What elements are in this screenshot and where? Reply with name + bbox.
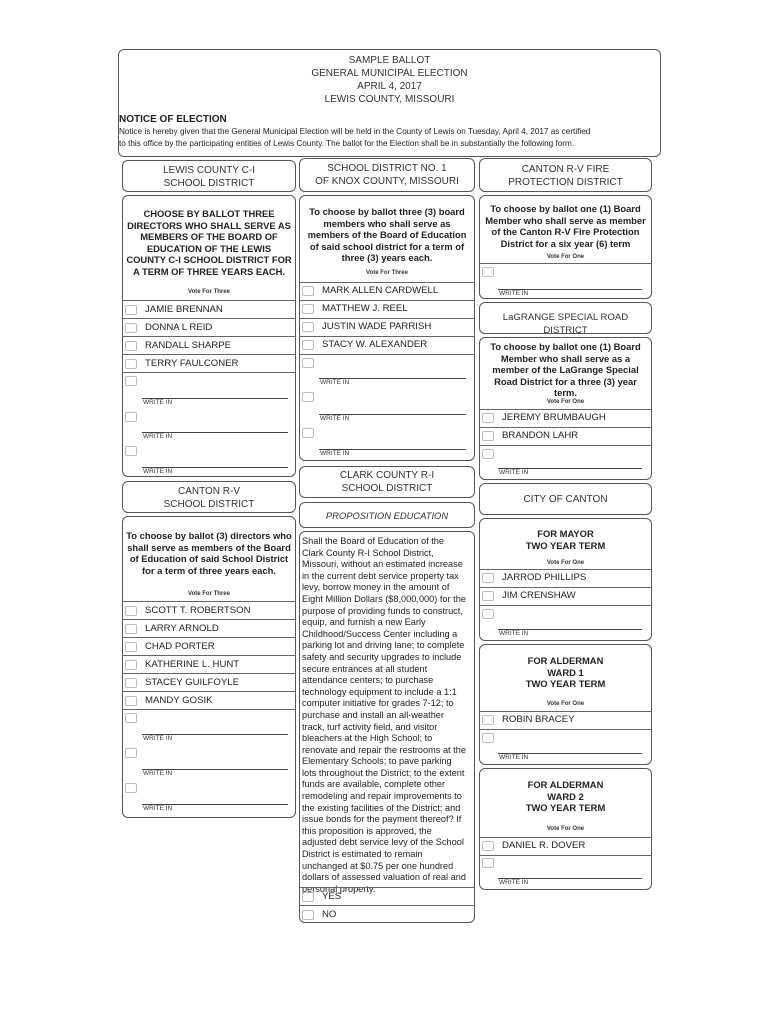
divider [122,619,296,620]
divider [479,263,652,264]
canton-rv-title-2: SCHOOL DISTRICT [163,498,255,510]
divider [479,605,652,606]
fire-title-1: CANTON R-V FIRE [521,164,610,175]
prop-line: dollars of assessed valuation of real and [302,872,466,883]
candidate-name: TERRY FAULCONER [145,358,239,369]
prop-line: secure entrances at all student [302,663,428,674]
prop-line: purchase and install an all-weather [302,709,444,720]
candidate-row[interactable] [302,337,427,352]
divider [122,336,296,337]
write-in-label: WRITE IN [320,415,350,422]
candidate-row[interactable] [125,675,239,690]
write-in-checkbox[interactable] [302,392,314,402]
write-in-label: WRITE IN [499,754,529,761]
road-vote-for: Vote For One [546,399,585,405]
checkbox[interactable] [125,660,137,670]
candidate-name: JAMIE BRENNAN [145,304,223,315]
canton-rv-instruction-1: To choose by ballot (3) directors who [126,530,292,541]
option-no[interactable] [302,907,336,922]
candidate-row[interactable] [125,320,212,335]
candidate-row[interactable] [125,693,213,708]
fire-title-2: PROTECTION DISTRICT [508,176,623,188]
checkbox[interactable] [482,841,494,851]
prop-line: funds are available, complete other [302,779,446,790]
candidate-row[interactable] [125,603,251,618]
divider [479,729,652,730]
prop-line: District is estimated to remain [302,849,423,860]
divider [122,300,296,301]
divider [122,354,296,355]
write-in-label: WRITE IN [143,770,173,777]
checkbox[interactable] [482,573,494,583]
fire-title-box [479,158,652,192]
mayor-title-2: TWO YEAR TERM [525,539,606,551]
notice-title: NOTICE OF ELECTION [119,114,227,125]
candidate-name: RANDALL SHARPE [145,340,232,351]
candidate-row[interactable] [482,428,578,443]
divider [122,691,296,692]
divider [122,318,296,319]
candidate-row[interactable] [482,588,576,603]
prop-line: renovate and repair the restrooms at the [302,744,466,755]
canton-rv-instruction-4: for a term of three years each. [142,564,276,576]
write-in-checkbox[interactable] [125,376,137,386]
candidate-name: MATTHEW J. REEL [322,303,408,314]
prop-line: adjusted debt service levy of the School [302,837,464,848]
ward1-title-2: WARD 1 [547,666,584,678]
divider [122,601,296,602]
candidate-row[interactable] [302,319,431,334]
knox-instruction-2: members who shall serve as [323,217,451,229]
divider [122,655,296,656]
candidate-row[interactable] [125,356,238,371]
candidate-name: JUSTIN WADE PARRISH [322,321,432,332]
candidate-row[interactable] [482,410,606,425]
candidate-row[interactable] [125,639,215,654]
prop-line: Clark County R-I School District, [302,547,434,558]
option-label: YES [322,891,342,902]
road-instruction-5: term. [554,387,577,399]
candidate-name: BRANDON LAHR [502,430,579,441]
notice-text-2: to this office by the participating entities of Lewis County. The ballot for the Election shall be in substantially the following form. [119,139,575,148]
checkbox[interactable] [302,340,314,350]
candidate-name: DONNA L REID [145,322,213,333]
prop-line: computer initiative for grades 7-12; to [302,698,454,709]
checkbox[interactable] [482,715,494,725]
option-yes[interactable] [302,889,341,904]
road-instruction-2: Member who shall serve as a [500,352,631,364]
ward1-contest-box [479,644,652,765]
write-in-checkbox[interactable] [302,428,314,438]
knox-instruction-3: members of the Board of Education [307,229,467,241]
write-in-label: WRITE IN [320,379,350,386]
prop-line: in the current debt service property tax [302,570,459,581]
ward2-vote-for: Vote For One [546,826,585,832]
prop-line: equip, and furnish a new Early [302,617,426,628]
candidate-row[interactable] [482,570,586,585]
prop-line: this proposition is approved, the [302,825,432,836]
checkbox[interactable] [125,341,137,351]
divider [299,354,475,355]
knox-instruction-1: To choose by ballot three (3) board [309,206,465,217]
city-title-box [479,483,652,515]
clark-proposition-box [299,531,475,923]
candidate-row[interactable] [125,302,223,317]
prop-line: technology equipment to include a 1:1 [302,686,457,697]
checkbox[interactable] [125,696,137,706]
lewis-instruction-4: EDUCATION OF THE LEWIS [146,242,272,254]
candidate-row[interactable] [125,621,219,636]
lewis-title-2: SCHOOL DISTRICT [163,177,255,189]
road-instruction-3: member of the LaGrange Special [492,364,639,376]
prop-line: Elementary Schools; to pave parking [302,756,452,767]
candidate-row[interactable] [482,712,575,727]
lewis-title-box [122,160,296,192]
divider [299,905,475,906]
candidate-row[interactable] [125,338,231,353]
write-in-label: WRITE IN [320,450,350,457]
canton-rv-title-box [122,481,296,513]
road-instruction-1: To choose by ballot one (1) Board [490,341,641,352]
prop-line: Childhood/Success Center including a [302,628,458,639]
checkbox[interactable] [125,606,137,616]
divider [122,372,296,373]
clark-title-2: SCHOOL DISTRICT [341,482,433,494]
divider [122,709,296,710]
checkbox[interactable] [302,322,314,332]
candidate-name: JARROD PHILLIPS [502,572,587,583]
candidate-name: JIM CRENSHAW [502,590,576,601]
prop-line: bleachers at the High School; to [302,733,433,744]
write-in-checkbox[interactable] [125,446,137,456]
candidate-name: KATHERINE L. HUNT [145,659,240,670]
prop-line: Eight Million Dollars ($8,000,000) for the [302,593,466,604]
proposition-text [302,536,474,895]
candidate-name: CHAD PORTER [145,641,215,652]
candidate-name: JEREMY BRUMBAUGH [502,412,606,423]
clark-prop-title: PROPOSITION EDUCATION [325,510,449,521]
knox-title-box [299,158,475,192]
prop-line: the existing facilities of the District; and [302,802,461,813]
ward2-title-1: FOR ALDERMAN [527,779,604,790]
knox-instruction-4: of said school district for a term of [309,240,465,252]
checkbox[interactable] [125,642,137,652]
road-title-box [479,302,652,334]
divider [479,445,652,446]
divider [479,855,652,856]
prop-line: Shall the Board of Education of the [302,536,444,546]
knox-title-2: OF KNOX COUNTY, MISSOURI [315,175,459,187]
write-in-label: WRITE IN [499,630,529,637]
header-line-2: GENERAL MUNICIPAL ELECTION [311,68,468,79]
checkbox[interactable] [125,359,137,369]
mayor-title-1: FOR MAYOR [537,528,594,539]
canton-rv-instruction-3: of Education of said School District [129,553,289,565]
divider [122,637,296,638]
fire-instruction-1: To choose by ballot one (1) Board [490,203,641,214]
canton-rv-title-1: CANTON R-V [177,486,241,497]
notice-text-1: Notice is hereby given that the General Municipal Election will be held in the County of Lewis on Tuesday, April 4, 2017 as certified [119,127,591,136]
checkbox[interactable] [482,431,494,441]
road-instruction-4: Road District for a three (3) year [494,375,637,387]
header-line-3: APRIL 4, 2017 [357,81,422,92]
knox-vote-for: Vote For Three [366,270,408,276]
write-in-label: WRITE IN [499,879,529,886]
road-title: LaGRANGE SPECIAL ROAD DISTRICT [502,312,629,336]
checkbox[interactable] [125,323,137,333]
knox-instruction-5: three (3) years each. [341,252,433,264]
checkbox[interactable] [482,413,494,423]
candidate-row[interactable] [302,283,438,298]
write-in-label: WRITE IN [143,433,173,440]
lewis-instruction-2: DIRECTORS WHO SHALL SERVE AS [127,219,291,231]
candidate-name: MARK ALLEN CARDWELL [322,285,439,296]
divider [122,673,296,674]
prop-line: personal property. [302,883,376,894]
write-in-checkbox[interactable] [302,358,314,368]
canton-rv-instruction-2: shall serve as members of the Board [127,541,291,553]
ward2-title-3: TWO YEAR TERM [525,802,606,814]
lewis-instruction-1: CHOOSE BY BALLOT THREE [143,208,275,219]
fire-instruction-4: District for a six year (6) term [500,237,631,249]
write-in-checkbox[interactable] [482,858,494,868]
lewis-instruction-6: A TERM OF THREE YEARS EACH. [132,265,286,277]
write-in-label: WRITE IN [143,399,173,406]
fire-instruction-3: of the Canton R-V Fire Protection [491,226,640,238]
write-in-checkbox[interactable] [125,713,137,723]
checkbox[interactable] [482,591,494,601]
write-in-label: WRITE IN [143,735,173,742]
clark-title-box [299,466,475,498]
fire-contest-box [479,195,652,299]
lewis-vote-for: Vote For Three [188,289,230,295]
prop-line: Missouri, without an estimated increase [302,559,463,570]
candidate-row[interactable] [125,657,239,672]
prop-line: remodeling and repair improvements to [302,791,462,802]
write-in-label: WRITE IN [499,290,529,297]
candidate-name: STACY W. ALEXANDER [322,339,428,350]
checkbox[interactable] [302,304,314,314]
option-label: NO [322,909,337,920]
write-in-checkbox[interactable] [125,783,137,793]
candidate-name: LARRY ARNOLD [145,623,219,634]
write-in-checkbox[interactable] [482,733,494,743]
ward2-contest-box [479,768,652,890]
ward1-title-3: TWO YEAR TERM [525,678,606,690]
write-in-label: WRITE IN [143,468,173,475]
prop-line: levy, borrow money in the amount of [302,582,450,593]
prop-line: safety and security upgrades to include [302,651,462,662]
ward1-title-1: FOR ALDERMAN [527,655,604,666]
mayor-vote-for: Vote For One [546,560,585,566]
prop-line: attendance centers; to purchase [302,675,434,686]
ward2-title-2: WARD 2 [547,790,584,802]
candidate-name: SCOTT T. ROBERTSON [145,605,251,616]
checkbox[interactable] [125,305,137,315]
prop-line: lots throughout the District; to the extent [302,767,465,778]
candidate-row[interactable] [482,838,585,853]
fire-vote-for: Vote For One [546,254,585,260]
prop-line: issue bonds for the payment thereof? If [302,814,462,825]
city-title: CITY OF CANTON [523,494,608,505]
lewis-title-1: LEWIS COUNTY C-I [162,165,256,176]
clark-title-1: CLARK COUNTY R-I [339,470,435,481]
write-in-checkbox[interactable] [482,609,494,619]
header-line-4: LEWIS COUNTY, MISSOURI [324,94,455,105]
prop-line: purpose of providing funds to construct, [302,605,463,616]
candidate-name: MANDY GOSIK [145,695,213,706]
checkbox[interactable] [302,892,314,902]
write-in-label: WRITE IN [143,805,173,812]
checkbox[interactable] [302,286,314,296]
candidate-name: DANIEL R. DOVER [502,840,586,851]
candidate-row[interactable] [302,301,408,316]
candidate-name: STACEY GUILFOYLE [145,677,240,688]
write-in-checkbox[interactable] [482,449,494,459]
checkbox[interactable] [125,678,137,688]
prop-line: unchanged at $0.75 per one hundred [302,860,454,871]
divider [299,887,475,888]
header-line-1: SAMPLE BALLOT [348,55,431,66]
prop-line: parking lot and driving lane; to complete [302,640,465,651]
lewis-instruction-5: COUNTY C-I SCHOOL DISTRICT FOR [126,254,292,266]
canton-rv-vote-for: Vote For Three [188,591,230,597]
prop-line: track, turf activity field, and visitor [302,721,438,732]
checkbox[interactable] [302,910,314,920]
write-in-label: WRITE IN [499,469,529,476]
knox-title-1: SCHOOL DISTRICT NO. 1 [327,163,447,174]
candidate-name: ROBIN BRACEY [502,714,575,725]
checkbox[interactable] [125,624,137,634]
ward1-vote-for: Vote For One [546,701,585,707]
write-in-checkbox[interactable] [125,412,137,422]
clark-prop-title-box [299,502,475,528]
write-in-checkbox[interactable] [125,748,137,758]
lewis-instruction-3: MEMBERS OF THE BOARD OF [140,231,278,243]
fire-instruction-2: Member who shall serve as member [485,214,646,226]
write-in-checkbox[interactable] [482,267,494,277]
